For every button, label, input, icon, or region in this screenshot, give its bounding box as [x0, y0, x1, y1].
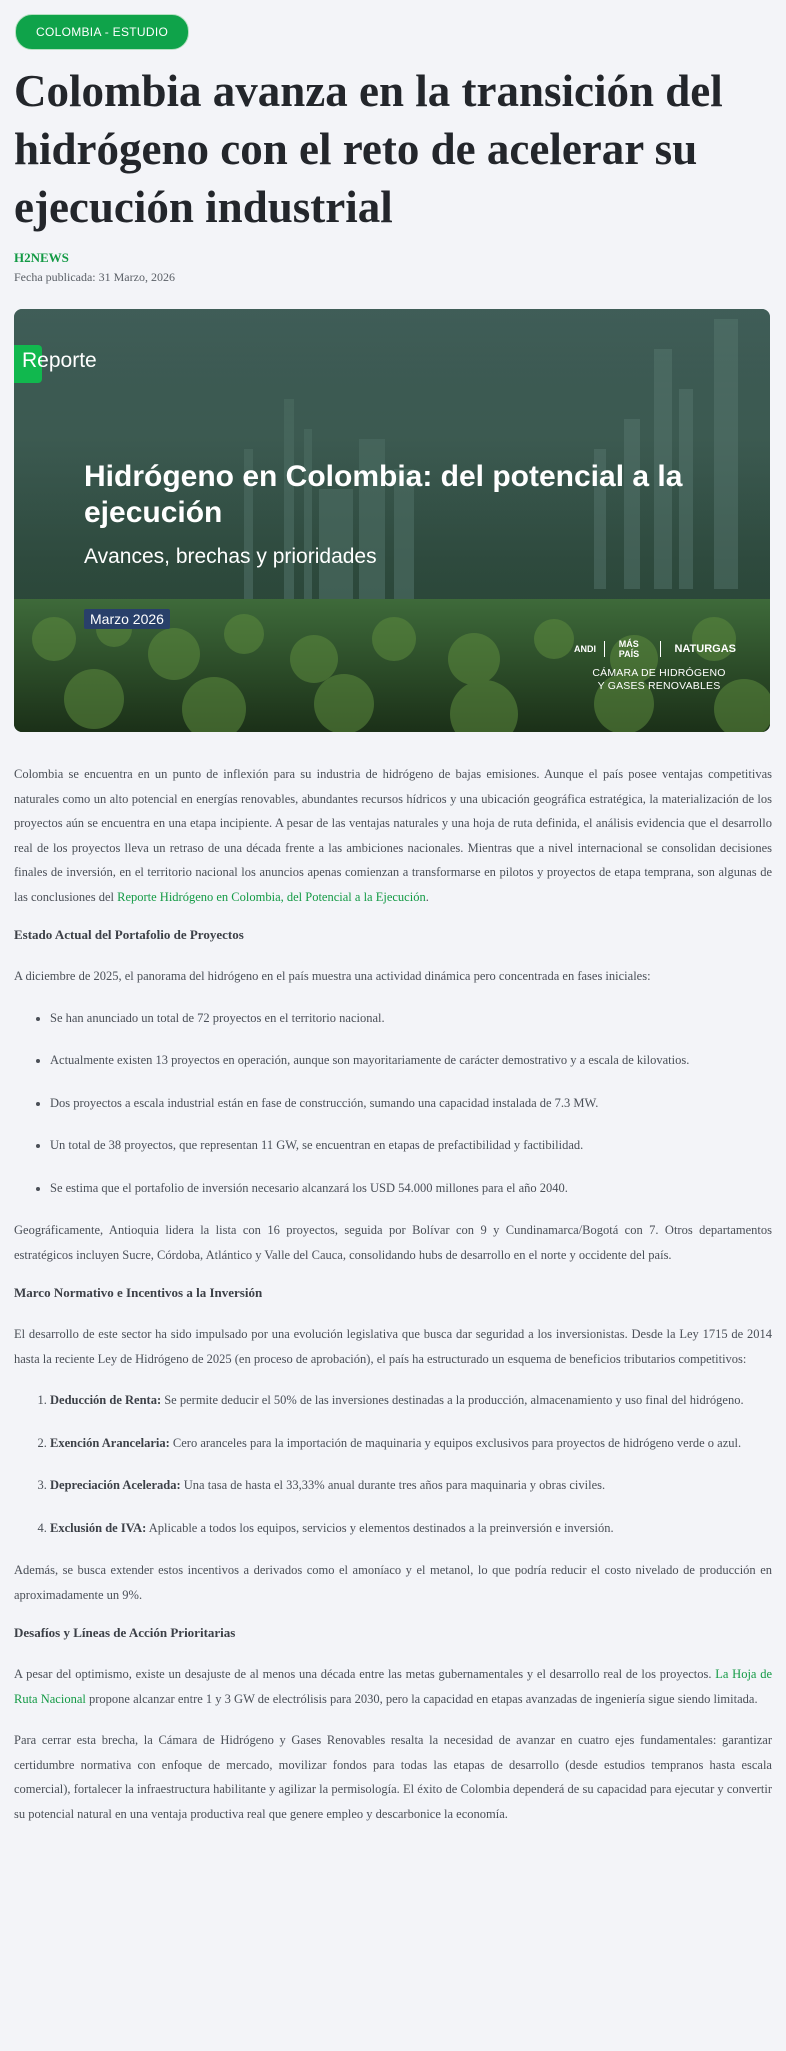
list-item: • Un total de 38 proyectos, que representan 11 GW, se encuentran en etapas de prefactibilidad y factibilidad. [50, 1133, 772, 1158]
article-title: Colombia avanza en la transición del hidrógeno con el reto de acelerar su ejecución industrial [14, 66, 723, 232]
category-tag[interactable]: COLOMBIA - ESTUDIO [15, 14, 189, 50]
section2-lead: El desarrollo de este sector ha sido impulsado por una evolución legislativa que busca dar seguridad a los inversionistas. Desde la Ley 1715 de 2014 hasta la reciente Ley de Hidrógeno de 2025 (en proceso de aprobación), el país ha estructurado un esquema de beneficios tributarios competitivos: [14, 1327, 772, 1366]
incentive-text: Aplicable a todos los equipos, servicios y elementos destinados a la preinversión e inversión. [146, 1520, 614, 1535]
incentives-list [14, 1388, 772, 1540]
hero-badge-label: Reporte [22, 349, 97, 372]
source-label[interactable]: H2NEWS [14, 250, 69, 265]
publish-date: Fecha publicada: 31 Marzo, 2026 [14, 270, 175, 284]
naturgas-logo: NATURGAS [674, 643, 736, 655]
hero-title: Hidrógeno en Colombia: del potencial a la ejecución [84, 460, 683, 529]
intro-text: Colombia se encuentra en un punto de inflexión para su industria de hidrógeno de bajas emisiones. Aunque el país posee ventajas competitivas naturales como un alto potencial en energías renovables, abundantes recursos hídricos y una ubicación geográfica estratégica, la materialización de los proyectos aún se encuentra en una etapa incipiente. A pesar de las ventajas naturales y una hoja de ruta definida, el análisis evidencia que el desarrollo real de los proyectos lleva un retraso de una década frente a las ambiciones nacionales. Mientras que a nivel internacional se consolidan decisiones finales de inversión, en el territorio nacional los anuncios apenas comienzan a transformarse en pilotos y proyectos de etapa temprana, son algunas de las conclusiones del [14, 767, 772, 904]
list-item: • Dos proyectos a escala industrial están en fase de construcción, sumando una capacidad instalada de 7.3 MW. [50, 1091, 772, 1116]
incentive-label: Deducción de Renta: [50, 1393, 162, 1407]
section3-paragraph-2: Para cerrar esta brecha, la Cámara de Hidrógeno y Gases Renovables resalta la necesidad de avanzar en cuatro ejes fundamentales: garantizar certidumbre normativa con enfoque de mercado, movilizar fondos para todas las etapas de desarrollo (desde estudios tempranos hasta escala comercial), fortalecer la infraestructura habilitante y agilizar la permisología. El éxito de Colombia dependerá de su capacidad para ejecutar y convertir su potencial natural en una ventaja productiva real que genere empleo y descarbonice la economía. [14, 1733, 772, 1821]
incentive-label: Depreciación Acelerada: [50, 1478, 181, 1492]
hero-date: Marzo 2026 [84, 609, 170, 629]
maspais-logo: MÁS PAÍS [618, 639, 640, 659]
list-item [50, 1473, 772, 1498]
incentive-label: Exención Arancelaria: [50, 1435, 170, 1450]
incentive-text: Se permite deducir el 50% de las inversiones destinadas a la producción, almacenamiento y uso final del hidrógeno. [161, 1393, 744, 1407]
incentive-text: Cero aranceles para la importación de maquinaria y equipos exclusivos para proyectos de hidrógeno verde o azul. [169, 1435, 742, 1450]
intro-end: . [425, 889, 429, 904]
camara-logo-text [574, 667, 744, 693]
camara-line-1: CÁMARA DE HIDRÓGENO [592, 667, 726, 679]
section3-paragraph-1 [14, 1662, 772, 1711]
list-item: • Se estima que el portafolio de inversión necesario alcanzará los USD 54.000 millones para el año 2040. [50, 1176, 772, 1201]
list-item: • Actualmente existen 13 proyectos en operación, aunque son mayoritariamente de carácter demostrativo y a escala de kilovatios. [50, 1048, 772, 1073]
list-item [50, 1431, 772, 1456]
hero-subtitle: Avances, brechas y prioridades [84, 545, 377, 568]
incentive-text: Una tasa de hasta el 33,33% anual durante tres años para maquinaria y obras civiles. [180, 1478, 606, 1492]
camara-line-2: Y GASES RENOVABLES [597, 680, 721, 692]
hero-image [14, 309, 770, 732]
andi-logo: ANDI [574, 644, 596, 654]
section-heading-marco: Marco Normativo e Incentivos a la Inversión [14, 1285, 263, 1300]
report-link[interactable]: Reporte Hidrógeno en Colombia, del Potencial a la Ejecución [117, 889, 426, 904]
incentive-label: Exclusión de IVA: [50, 1520, 147, 1535]
article-body [14, 762, 772, 1826]
hoja-de-ruta-link[interactable]: La Hoja de Ruta Nacional [14, 1667, 773, 1706]
p1-start: A pesar del optimismo, existe un desajuste de al menos una década entre las metas gubernamentales y el desarrollo real de los proyectos. [14, 1667, 716, 1681]
section-heading-portafolio: Estado Actual del Portafolio de Proyectos [14, 927, 244, 942]
hero-logos [574, 639, 744, 693]
list-item: • Se han anunciado un total de 72 proyectos en el territorio nacional. [50, 1006, 772, 1031]
logo-separator [660, 641, 661, 657]
intro-paragraph [14, 762, 772, 909]
list-item [50, 1388, 772, 1413]
logo-separator [604, 641, 605, 657]
portafolio-list [14, 1006, 772, 1201]
p1-end: propone alcanzar entre 1 y 3 GW de electrólisis para 2030, pero la capacidad en etapas avanzadas de ingeniería sigue siendo limitada. [85, 1691, 758, 1706]
section-heading-desafios: Desafíos y Líneas de Acción Prioritarias [14, 1625, 236, 1640]
section2-closing: Además, se busca extender estos incentivos a derivados como el amoníaco y el metanol, lo que podría reducir el costo nivelado de producción en aproximadamente un 9%. [14, 1563, 772, 1602]
section1-lead: A diciembre de 2025, el panorama del hidrógeno en el país muestra una actividad dinámica pero concentrada en fases iniciales: [14, 969, 651, 983]
section1-closing: Geográficamente, Antioquia lidera la lista con 16 proyectos, seguida por Bolívar con 9 y Cundinamarca/Bogotá con 7. Otros departamentos estratégicos incluyen Sucre, Córdoba, Atlántico y Valle del Cauca, consolidando hubs de desarrollo en el norte y occidente del país. [14, 1223, 772, 1262]
list-item [50, 1516, 772, 1541]
